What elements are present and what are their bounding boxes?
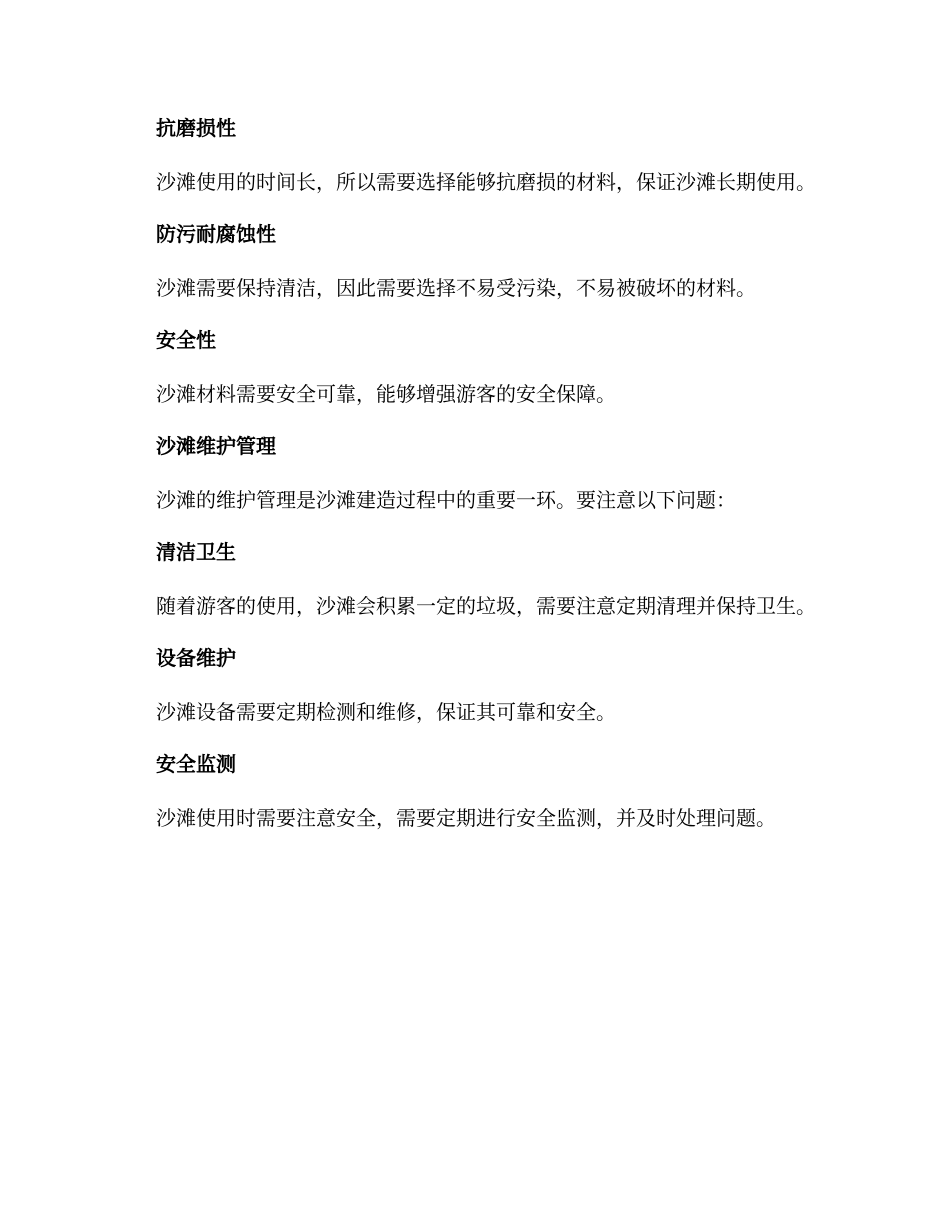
section-heading: 防污耐腐蚀性 (156, 222, 276, 246)
section-heading: 抗磨损性 (156, 116, 236, 140)
section-paragraph: 沙滩设备需要定期检测和维修，保证其可靠和安全。 (156, 700, 616, 724)
section-paragraph: 沙滩材料需要安全可靠，能够增强游客的安全保障。 (156, 382, 616, 406)
section-heading: 安全性 (156, 328, 216, 352)
section-heading: 清洁卫生 (156, 540, 236, 564)
section-paragraph: 沙滩使用的时间长，所以需要选择能够抗磨损的材料，保证沙滩长期使用。 (156, 170, 816, 194)
section-heading: 沙滩维护管理 (156, 434, 276, 458)
document-body (112, 110, 834, 840)
section-heading: 安全监测 (156, 752, 236, 776)
section-heading: 设备维护 (156, 646, 236, 670)
section-paragraph: 沙滩使用时需要注意安全，需要定期进行安全监测，并及时处理问题。 (156, 806, 776, 830)
section-paragraph: 沙滩的维护管理是沙滩建造过程中的重要一环。要注意以下问题： (156, 488, 736, 512)
section-paragraph: 沙滩需要保持清洁，因此需要选择不易受污染，不易被破坏的材料。 (156, 276, 756, 300)
section-paragraph: 随着游客的使用，沙滩会积累一定的垃圾，需要注意定期清理并保持卫生。 (156, 594, 816, 618)
